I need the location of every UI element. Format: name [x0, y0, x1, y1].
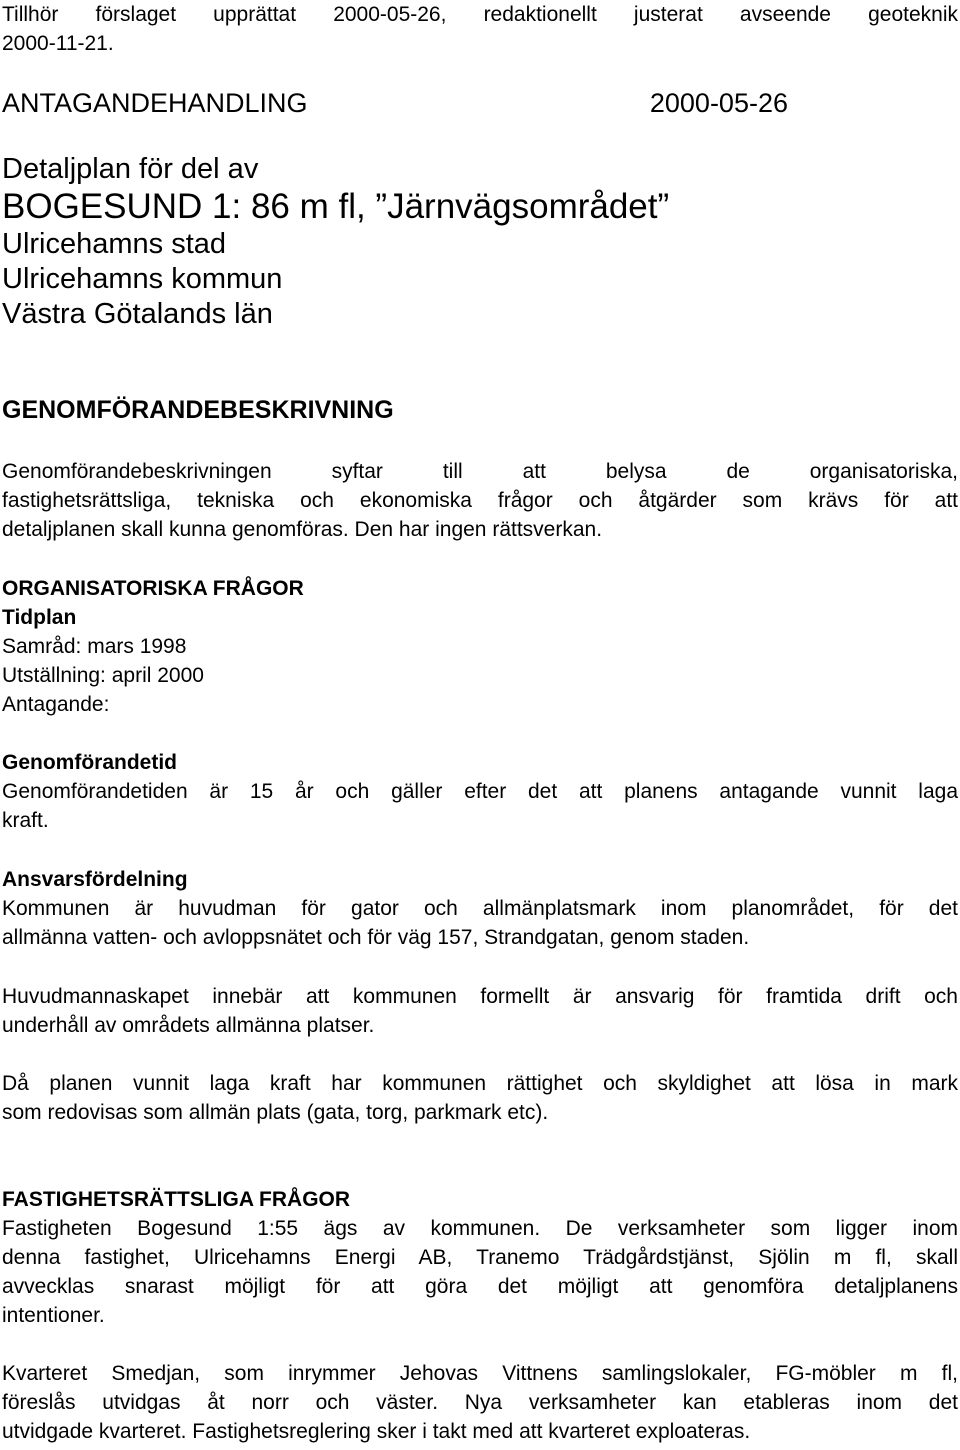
fastighet-p1-line-3: avvecklas snarast möjligt för att göra det möjligt att genomföra detaljplanens	[2, 1275, 958, 1298]
intro-line-3: detaljplanen skall kunna genomföras. Den har ingen rättsverkan.	[2, 518, 603, 541]
header-note-line-2: 2000-11-21.	[2, 32, 114, 55]
fastighet-paragraph-2	[2, 1359, 958, 1446]
plan-city: Ulricehamns stad	[2, 228, 227, 260]
plan-municipality: Ulricehamns kommun	[2, 263, 283, 295]
document-date: 2000-05-26	[649, 88, 788, 118]
ansvar-p3-line-2: som redovisas som allmän plats (gata, torg, parkmark etc).	[2, 1101, 549, 1124]
samrad-text: Samråd: mars 1998	[2, 635, 187, 658]
plan-title-main: BOGESUND 1: 86 m fl, ”Järnvägsområdet”	[2, 187, 670, 226]
intro-line-1: Genomförandebeskrivningen syftar till att belysa de organisatoriska,	[2, 460, 958, 483]
ansvar-heading: Ansvarsfördelning	[2, 868, 188, 891]
document-status-row	[2, 86, 788, 120]
tidplan-heading: Tidplan	[2, 606, 77, 629]
intro-line-2: fastighetsrättsliga, tekniska och ekonomiska frågor och åtgärder som krävs för att	[2, 489, 958, 512]
fastighet-p1-line-2: denna fastighet, Ulricehamns Energi AB, Tranemo Trädgårdstjänst, Sjölin m fl, skall	[2, 1246, 958, 1269]
organisatoriska-heading: ORGANISATORISKA FRÅGOR	[2, 577, 304, 600]
ansvar-p1-line-2: allmänna vatten- och avloppsnätet och för väg 157, Strandgatan, genom staden.	[2, 926, 750, 949]
section-heading-main: GENOMFÖRANDEBESKRIVNING	[2, 396, 394, 424]
utstallning-text: Utställning: april 2000	[2, 664, 204, 687]
fastighet-p1-line-1: Fastigheten Bogesund 1:55 ägs av kommunen. De verksamheter som ligger inom	[2, 1217, 958, 1240]
ansvar-paragraph-3	[2, 1069, 958, 1127]
header-note	[2, 0, 958, 58]
intro-paragraph	[2, 457, 958, 544]
plan-title-block	[2, 152, 902, 332]
ansvar-p1-line-1: Kommunen är huvudman för gator och allmänplatsmark inom planområdet, för det	[2, 897, 958, 920]
plan-title-line-1: Detaljplan för del av	[2, 153, 259, 185]
fastighet-heading: FASTIGHETSRÄTTSLIGA FRÅGOR	[2, 1188, 351, 1211]
ansvar-p2-line-2: underhåll av områdets allmänna platser.	[2, 1014, 375, 1037]
fastighet-paragraph-1	[2, 1214, 958, 1330]
genomforandetid-heading: Genomförandetid	[2, 751, 178, 774]
ansvar-p3-line-1: Då planen vunnit laga kraft har kommunen rättighet och skyldighet att lösa in mark	[2, 1072, 958, 1095]
fastighet-p2-line-3: utvidgade kvarteret. Fastighetsreglering sker i takt med att kvarteret exploateras.	[2, 1420, 751, 1443]
ansvar-p2-line-1: Huvudmannaskapet innebär att kommunen formellt är ansvarig för framtida drift och	[2, 985, 958, 1008]
fastighet-p2-line-2: föreslås utvidgas åt norr och väster. Nya verksamheter kan etableras inom det	[2, 1391, 958, 1414]
genomforandetid-paragraph	[2, 777, 958, 835]
ansvar-section	[2, 865, 958, 952]
document-status: ANTAGANDEHANDLING	[2, 88, 308, 118]
organisatoriska-section	[2, 574, 958, 719]
ansvar-paragraph-1	[2, 894, 958, 952]
genomforandetid-line-1: Genomförandetiden är 15 år och gäller efter det att planens antagande vunnit laga	[2, 780, 958, 803]
ansvar-paragraph-2	[2, 982, 958, 1040]
fastighet-p2-line-1: Kvarteret Smedjan, som inrymmer Jehovas Vittnens samlingslokaler, FG-möbler m fl,	[2, 1362, 958, 1385]
genomforandetid-line-2: kraft.	[2, 809, 49, 832]
fastighet-p1-line-4: intentioner.	[2, 1304, 105, 1327]
antagande-text: Antagande:	[2, 693, 110, 716]
genomforandetid-section	[2, 748, 958, 835]
header-note-line-1: Tillhör förslaget upprättat 2000-05-26, redaktionellt justerat avseende geoteknik	[2, 3, 958, 26]
fastighet-section	[2, 1185, 958, 1330]
plan-county: Västra Götalands län	[2, 298, 273, 330]
